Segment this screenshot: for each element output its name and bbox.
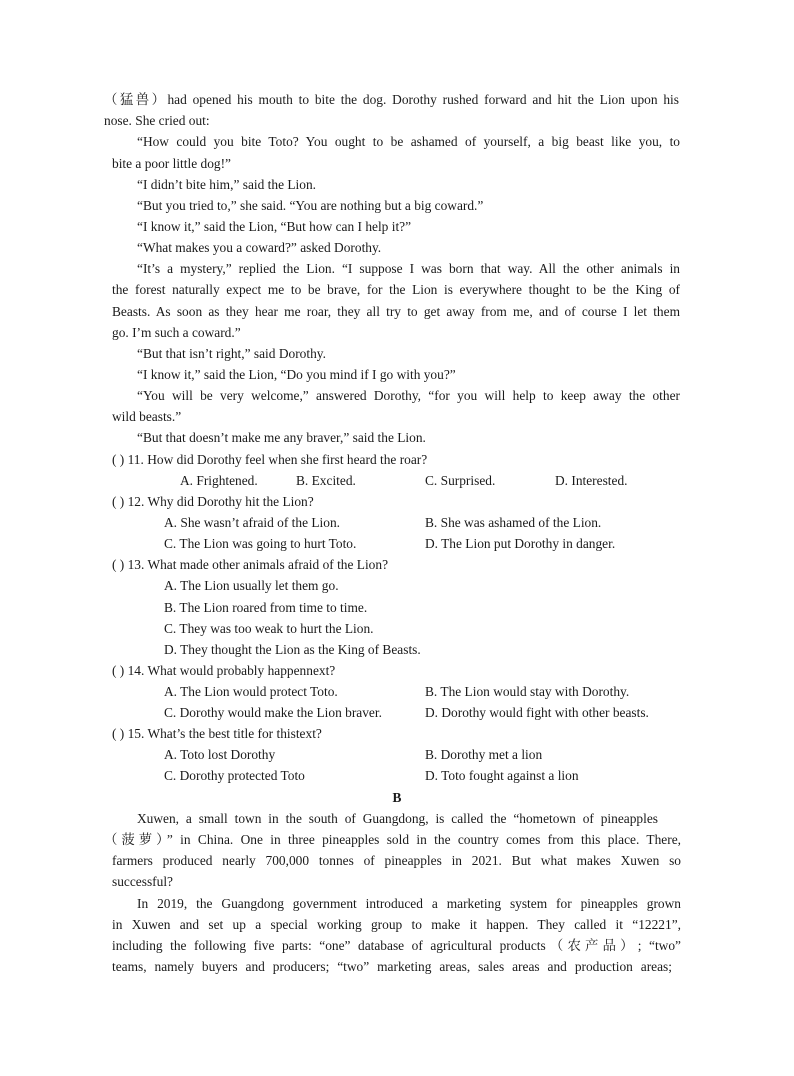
answer-option[interactable]: C. Dorothy protected Toto bbox=[164, 768, 305, 783]
passage-b-line: （菠萝）” in China. One in three pineapples sold in the country comes from this place. There, bbox=[104, 832, 681, 847]
passage-a-line: the forest naturally expect me to be brave, for the Lion is everywhere thought to be the King of bbox=[112, 282, 680, 297]
answer-option[interactable]: C. The Lion was going to hurt Toto. bbox=[164, 536, 357, 551]
answer-option[interactable]: B. The Lion roared from time to time. bbox=[164, 600, 368, 615]
passage-a-line: bite a poor little dog!” bbox=[112, 156, 231, 171]
passage-b-line: teams, namely buyers and producers; “two” marketing areas, sales areas and production areas; bbox=[112, 959, 672, 974]
question-stem: ( ) 11. How did Dorothy feel when she first heard the roar? bbox=[112, 452, 428, 467]
answer-option[interactable]: D. They thought the Lion as the King of Beasts. bbox=[164, 642, 421, 657]
passage-a-line: nose. She cried out: bbox=[104, 113, 210, 128]
passage-a-line: “What makes you a coward?” asked Dorothy. bbox=[137, 240, 382, 255]
question-stem: ( ) 15. What’s the best title for thistext? bbox=[112, 726, 322, 741]
answer-option[interactable]: C. Dorothy would make the Lion braver. bbox=[164, 705, 382, 720]
passage-a-line: “How could you bite Toto? You ought to be ashamed of yourself, a big beast like you, to bbox=[137, 134, 680, 149]
answer-option[interactable]: A. The Lion usually let them go. bbox=[164, 578, 339, 593]
answer-option[interactable]: D. The Lion put Dorothy in danger. bbox=[425, 536, 616, 551]
passage-a-line: wild beasts.” bbox=[112, 409, 182, 424]
passage-b-line: In 2019, the Guangdong government introduced a marketing system for pineapples grown bbox=[137, 896, 681, 911]
passage-a-line: “But that isn’t right,” said Dorothy. bbox=[137, 346, 326, 361]
passage-a-line: “I know it,” said the Lion, “But how can I help it?” bbox=[137, 219, 412, 234]
passage-a-line: go. I’m such a coward.” bbox=[112, 325, 241, 340]
answer-option[interactable]: A. The Lion would protect Toto. bbox=[164, 684, 338, 699]
answer-option[interactable]: B. Excited. bbox=[296, 473, 356, 488]
answer-option[interactable]: D. Interested. bbox=[555, 473, 628, 488]
answer-option[interactable]: C. Surprised. bbox=[425, 473, 496, 488]
passage-b-line: in Xuwen and set up a special working group to make it happen. They called it “12221”, bbox=[112, 917, 681, 932]
passage-a-line: “I know it,” said the Lion, “Do you mind if I go with you?” bbox=[137, 367, 456, 382]
question-stem: ( ) 12. Why did Dorothy hit the Lion? bbox=[112, 494, 314, 509]
passage-a-line: “I didn’t bite him,” said the Lion. bbox=[137, 177, 317, 192]
answer-option[interactable]: D. Toto fought against a lion bbox=[425, 768, 579, 783]
passage-a-line: “You will be very welcome,” answered Dorothy, “for you will help to keep away the other bbox=[137, 388, 680, 403]
answer-option[interactable]: A. Toto lost Dorothy bbox=[164, 747, 276, 762]
question-stem: ( ) 13. What made other animals afraid of the Lion? bbox=[112, 557, 389, 572]
passage-a-line: （猛兽）had opened his mouth to bite the dog. Dorothy rushed forward and hit the Lion upon his bbox=[104, 92, 679, 107]
question-stem: ( ) 14. What would probably happennext? bbox=[112, 663, 336, 678]
answer-option[interactable]: B. She was ashamed of the Lion. bbox=[425, 515, 602, 530]
passage-b-line: including the following five parts: “one” database of agricultural products（农产品）; “two” bbox=[112, 938, 681, 953]
answer-option[interactable]: A. Frightened. bbox=[180, 473, 258, 488]
passage-a-line: “It’s a mystery,” replied the Lion. “I suppose I was born that way. All the other animals in bbox=[137, 261, 680, 276]
passage-a-line: Beasts. As soon as they hear me roar, they all try to get away from me, and of course I let them bbox=[112, 304, 680, 319]
answer-option[interactable]: C. They was too weak to hurt the Lion. bbox=[164, 621, 374, 636]
passage-b-line: Xuwen, a small town in the south of Guangdong, is called the “hometown of pineapples bbox=[137, 811, 658, 826]
passage-b-line: successful? bbox=[112, 874, 173, 889]
answer-option[interactable]: A. She wasn’t afraid of the Lion. bbox=[164, 515, 341, 530]
passage-a-line: “But that doesn’t make me any braver,” said the Lion. bbox=[137, 430, 426, 445]
answer-option[interactable]: B. Dorothy met a lion bbox=[425, 747, 543, 762]
passage-a-line: “But you tried to,” she said. “You are nothing but a big coward.” bbox=[137, 198, 484, 213]
passage-b-line: farmers produced nearly 700,000 tonnes of pineapples in 2021. But what makes Xuwen so bbox=[112, 853, 681, 868]
answer-option[interactable]: B. The Lion would stay with Dorothy. bbox=[425, 684, 630, 699]
answer-option[interactable]: D. Dorothy would fight with other beasts. bbox=[425, 705, 649, 720]
section-heading: B bbox=[392, 790, 402, 805]
